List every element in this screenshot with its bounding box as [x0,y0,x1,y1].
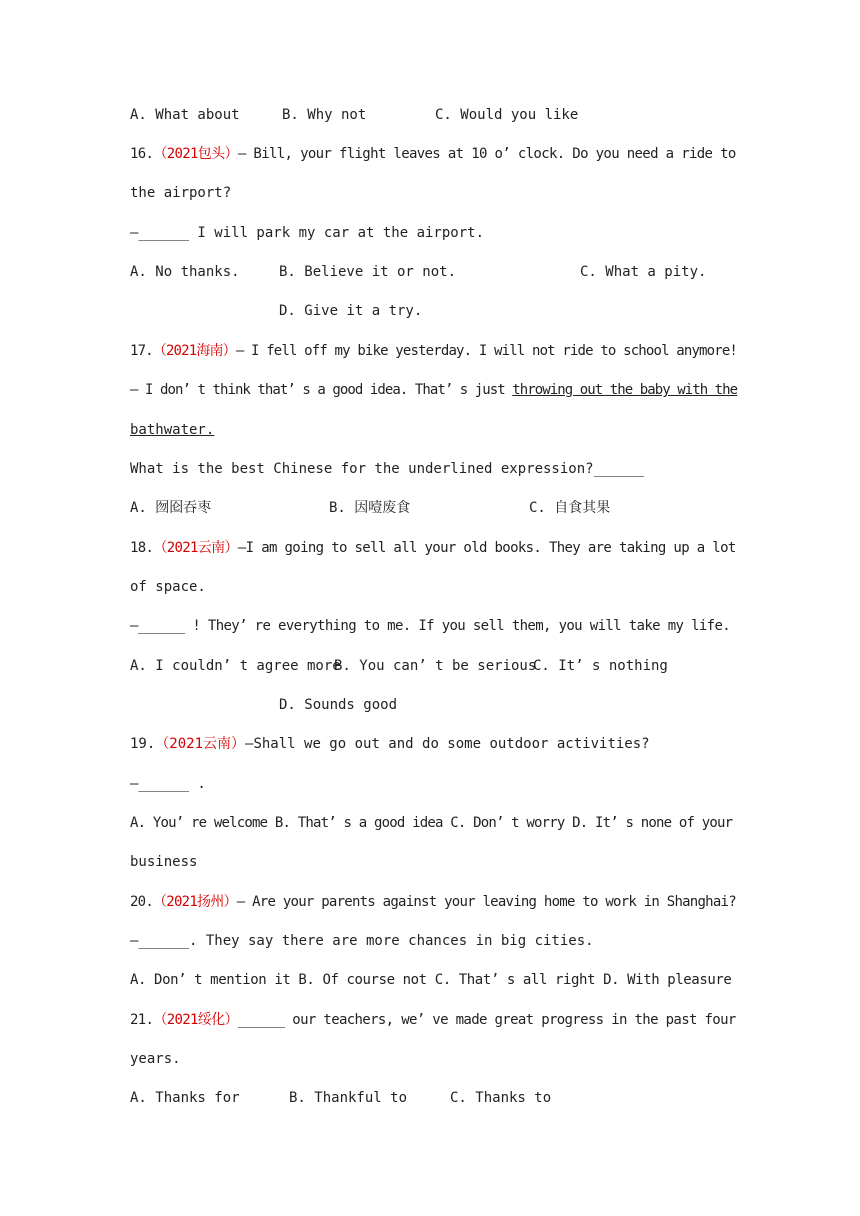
q18-source: （2021云南） [153,540,238,556]
q20-text-line1: — Are your parents against your leaving home to work in Shanghai? [236,894,736,910]
q21-option-c: C. Thanks to [450,1090,552,1106]
q16-stem-line2: the airport? [130,185,232,201]
q19-reply-line: —______ . [130,776,206,792]
q20-stem-line1 [130,892,736,912]
q19-text-line1: —Shall we go out and do some outdoor activities? [245,736,650,752]
q17-underlined-expression-part1: throwing out the baby with the [512,382,738,398]
q16-option-a: A. No thanks. [130,264,240,280]
q17-options [130,498,730,518]
q18-number: 18. [130,540,154,556]
q20-source: （2021扬州） [153,894,237,910]
q21-options [130,1088,730,1108]
q18-options-row2 [130,695,730,715]
q15-option-b: B. Why not [282,107,367,123]
q19-options: A. You’ re welcome B. That’ s a good idea C. Don’ t worry D. It’ s none of your [130,815,733,831]
q21-stem-line2: years. [130,1051,181,1067]
q19-options-continued: business [130,854,198,870]
q17-text-line2: — I don’ t think that’ s a good idea. That’ s just [130,382,513,398]
q21-option-b: B. Thankful to [289,1090,408,1106]
q17-option-a: A. 囫囵吞枣 [130,500,212,516]
q19-source: （2021云南） [155,736,246,752]
q18-option-c: C. It’ s nothing [533,658,668,674]
q16-option-c: C. What a pity. [580,264,707,280]
q17-option-b: B. 因噎废食 [329,500,411,516]
q20-number: 20. [130,894,154,910]
q17-source: （2021海南） [152,343,236,359]
q15-option-a: A. What about [130,107,240,123]
q16-text-line1: — Bill, your flight leaves at 10 o’ clock. Do you need a ride to [237,146,736,162]
q17-stem-line3 [130,420,730,440]
q16-reply-line: —______ I will park my car at the airport. [130,225,485,241]
q18-text-line1: —I am going to sell all your old books. They are taking up a lot [237,540,736,556]
q16-options-row1 [130,262,730,282]
q21-text-line1: ______ our teachers, we’ ve made great progress in the past four [237,1012,736,1028]
q15-option-c: C. Would you like [435,107,579,123]
q21-option-a: A. Thanks for [130,1090,240,1106]
q18-reply-line: —______ ! They’ re everything to me. If you sell them, you will take my life. [130,618,731,634]
q17-underlined-expression-part2: bathwater. [130,422,215,438]
q20-reply-line: —______. They say there are more chances in big cities. [130,933,594,949]
q18-option-a: A. I couldn’ t agree more [130,658,341,674]
q16-source: （2021包头） [153,146,238,162]
q16-option-b: B. Believe it or not. [279,264,457,280]
q17-text-line1: — I fell off my bike yesterday. I will not ride to school anymore! [235,343,738,359]
q17-stem-line1 [130,341,738,361]
q19-number: 19. [130,736,156,752]
q17-option-c: C. 自食其果 [529,500,611,516]
q18-option-d: D. Sounds good [279,697,398,713]
q16-options-row2 [130,301,730,321]
q18-options-row1 [130,656,730,676]
q16-stem-line1 [130,144,736,164]
q17-number: 17. [130,343,153,359]
q18-stem-line2: of space. [130,579,206,595]
q17-question-line: What is the best Chinese for the underlined expression?______ [130,461,645,477]
q21-number: 21. [130,1012,154,1028]
q16-option-d: D. Give it a try. [279,303,423,319]
q21-source: （2021绥化） [153,1012,238,1028]
q20-options: A. Don’ t mention it B. Of course not C. That’ s all right D. With pleasure [130,972,732,988]
q21-stem-line1 [130,1010,736,1030]
q15-options [130,105,730,125]
q17-stem-line2 [130,380,738,400]
q19-stem-line1 [130,734,730,754]
q18-stem-line1 [130,538,736,558]
q16-number: 16. [130,146,154,162]
q18-option-b: B. You can’ t be serious [334,658,537,674]
